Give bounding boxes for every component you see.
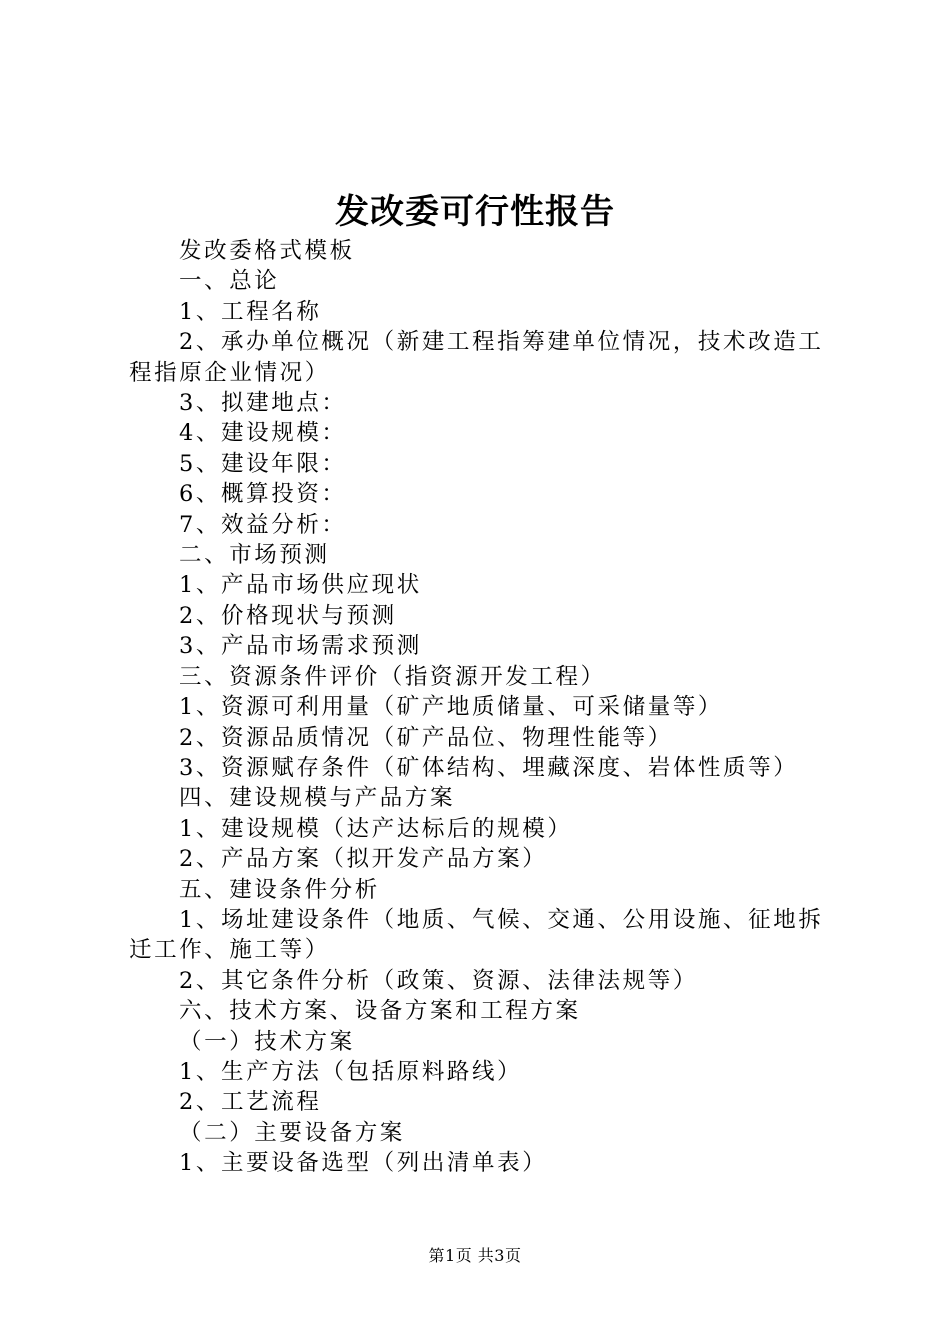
paragraph: 3、资源赋存条件（矿体结构、埋藏深度、岩体性质等） [179, 754, 799, 781]
section-heading: 六、技术方案、设备方案和工程方案 [179, 998, 581, 1025]
section-heading: 四、建设规模与产品方案 [179, 785, 456, 812]
paragraph: 2、资源品质情况（矿产品位、物理性能等） [179, 724, 673, 751]
page-footer: 第1页 共3页 [428, 1246, 522, 1265]
paragraph: 1、产品市场供应现状 [179, 572, 422, 599]
paragraph: 1、工程名称 [179, 298, 322, 325]
paragraph: 1、资源可利用量（矿产地质储量、可采储量等） [179, 694, 724, 721]
subsection-heading: （二）主要设备方案 [179, 1119, 405, 1146]
paragraph: 发改委格式模板 [179, 238, 355, 264]
paragraph: 4、建设规模： [179, 420, 347, 447]
paragraph: 2、产品方案（拟开发产品方案） [179, 846, 548, 873]
subsection-heading: （一）技术方案 [179, 1028, 355, 1055]
document-title: 发改委可行性报告 [335, 192, 615, 232]
section-heading: 三、资源条件评价（指资源开发工程） [179, 663, 606, 690]
paragraph: 2、其它条件分析（政策、资源、法律法规等） [179, 967, 698, 994]
paragraph: 1、场址建设条件（地质、气候、交通、公用设施、征地拆迁工作、施工等） [129, 906, 824, 964]
paragraph: 1、生产方法（包括原料路线） [179, 1058, 523, 1085]
document-body [129, 236, 831, 1179]
paragraph: 3、产品市场需求预测 [179, 633, 422, 660]
paragraph: 2、工艺流程 [179, 1089, 322, 1116]
paragraph: 3、拟建地点： [179, 390, 347, 417]
paragraph: 6、概算投资： [179, 481, 347, 508]
paragraph: 2、价格现状与预测 [179, 602, 397, 629]
section-heading: 一、总论 [179, 268, 280, 295]
paragraph: 1、建设规模（达产达标后的规模） [179, 815, 573, 842]
section-heading: 二、市场预测 [179, 542, 330, 569]
paragraph: 5、建设年限： [179, 450, 347, 477]
paragraph: 7、效益分析： [179, 511, 347, 538]
paragraph: 1、主要设备选型（列出清单表） [179, 1150, 548, 1177]
section-heading: 五、建设条件分析 [179, 876, 380, 903]
paragraph: 2、承办单位概况（新建工程指筹建单位情况，技术改造工程指原企业情况） [129, 329, 824, 386]
